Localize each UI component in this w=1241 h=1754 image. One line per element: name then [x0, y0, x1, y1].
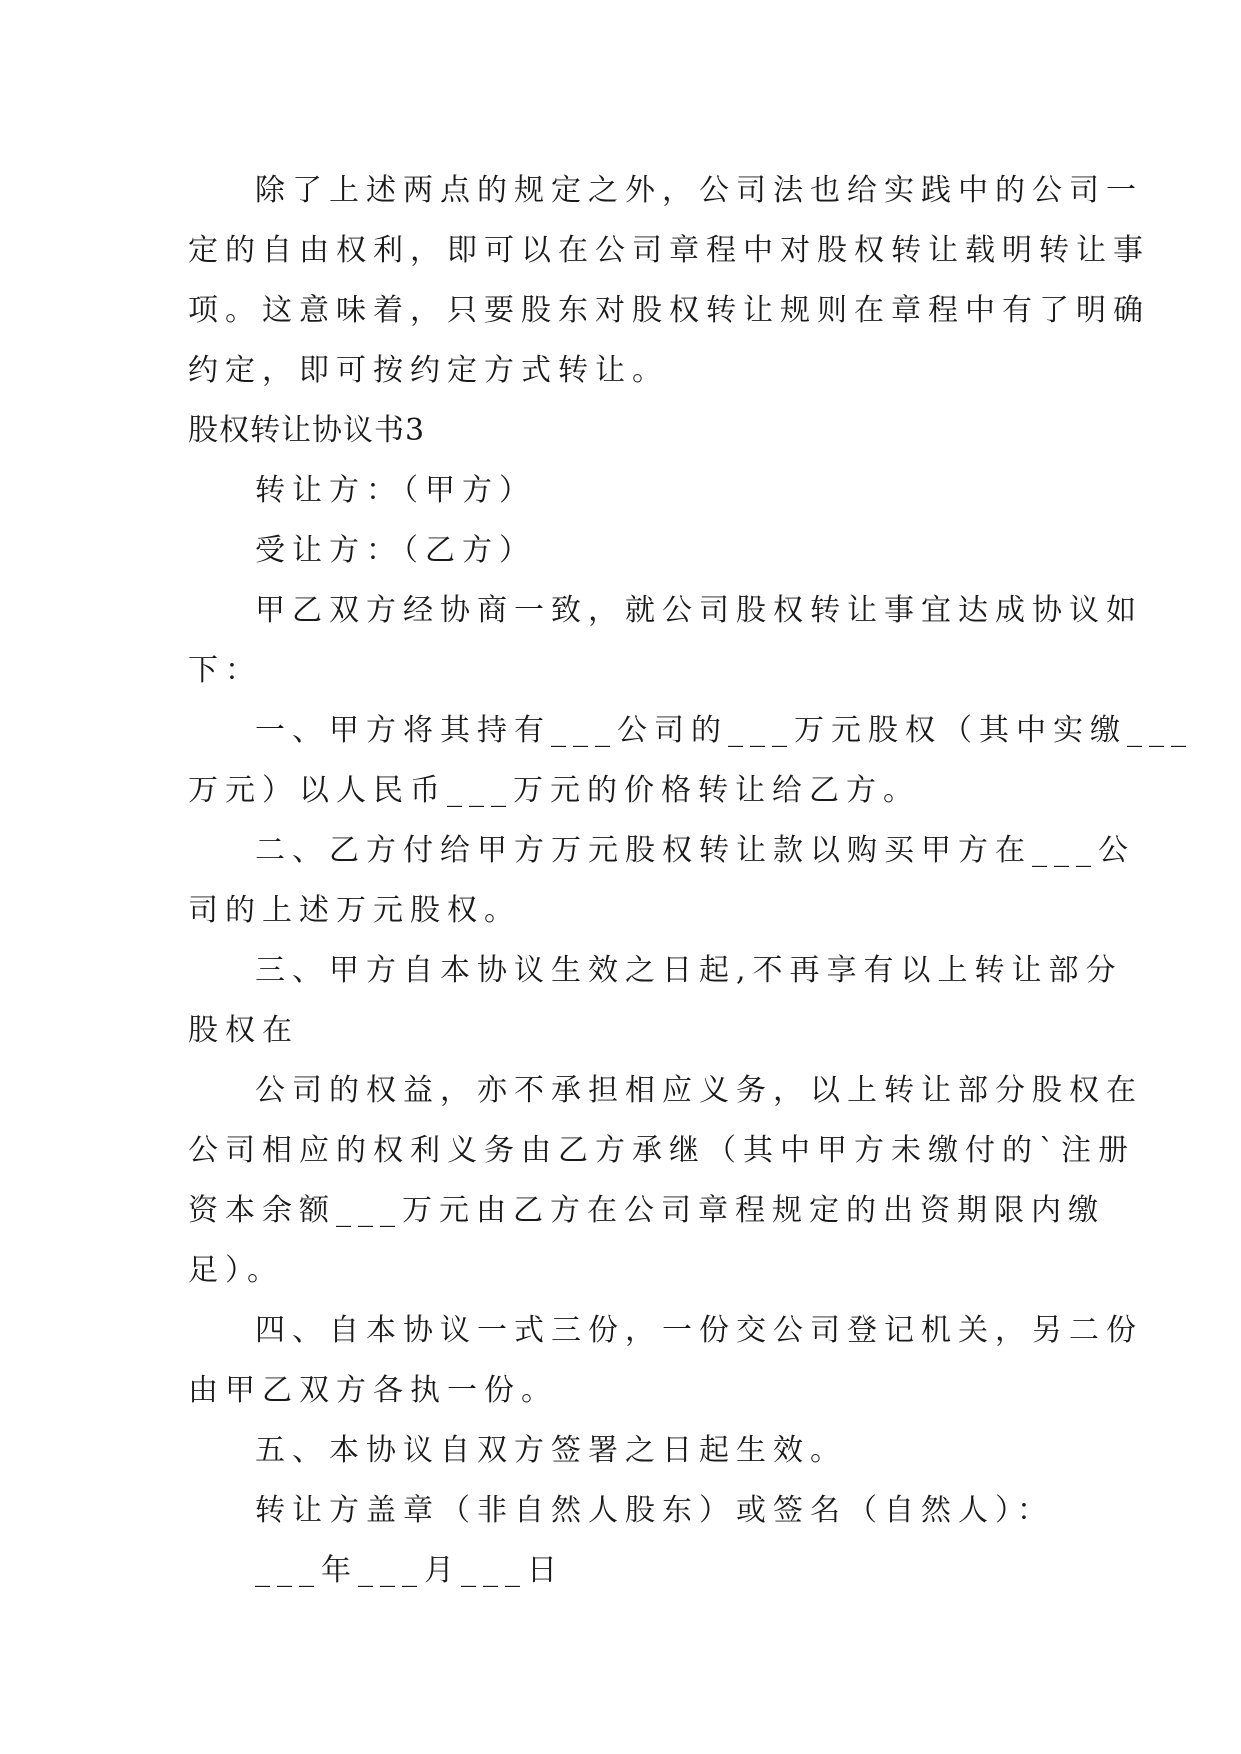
- date-line: ___年___月___日: [255, 1553, 564, 1588]
- clause-1-line: 万元）以人民币___万元的价格转让给乙方。: [188, 773, 920, 808]
- clause-5-line: 五、本协议自双方签署之日起生效。: [255, 1433, 847, 1468]
- paragraph-line: 足）。: [188, 1253, 284, 1288]
- clause-3-line: 股权在: [188, 1013, 299, 1048]
- paragraph-line: 除了上述两点的规定之外，公司法也给实践中的公司一: [255, 173, 1143, 208]
- signature-line: 转让方盖章（非自然人股东）或签名（自然人）：: [255, 1493, 1054, 1528]
- paragraph-line: 项。这意味着，只要股东对股权转让规则在章程中有了明确: [188, 293, 1150, 328]
- section-title: 股权转让协议书3: [188, 413, 426, 448]
- clause-4-line: 由甲乙双方各执一份。: [188, 1373, 558, 1408]
- paragraph-line: 公司相应的权利义务由乙方承继（其中甲方未缴付的`注册: [188, 1133, 1135, 1168]
- paragraph-line: 甲乙双方经协商一致，就公司股权转让事宜达成协议如: [255, 593, 1143, 628]
- paragraph-line: 下：: [188, 653, 262, 688]
- transferee-line: 受让方：（乙方）: [255, 533, 536, 568]
- clause-2-line: 二、乙方付给甲方万元股权转让款以购买甲方在___公: [255, 833, 1135, 868]
- paragraph-line: 约定，即可按约定方式转让。: [188, 353, 669, 388]
- clause-2-line: 司的上述万元股权。: [188, 893, 521, 928]
- document-body: [188, 161, 1193, 1601]
- clause-3-line: 三、甲方自本协议生效之日起,不再享有以上转让部分: [255, 953, 1123, 988]
- paragraph-line: 定的自由权利，即可以在公司章程中对股权转让载明转让事: [188, 233, 1150, 268]
- clause-1-line: 一、甲方将其持有___公司的___万元股权（其中实缴___: [255, 713, 1193, 748]
- paragraph-line: 公司的权益，亦不承担相应义务，以上转让部分股权在: [255, 1073, 1143, 1108]
- clause-4-line: 四、自本协议一式三份，一份交公司登记机关，另二份: [255, 1313, 1143, 1348]
- transferor-line: 转让方：（甲方）: [255, 473, 536, 508]
- paragraph-line: 资本余额___万元由乙方在公司章程规定的出资期限内缴: [188, 1193, 1105, 1228]
